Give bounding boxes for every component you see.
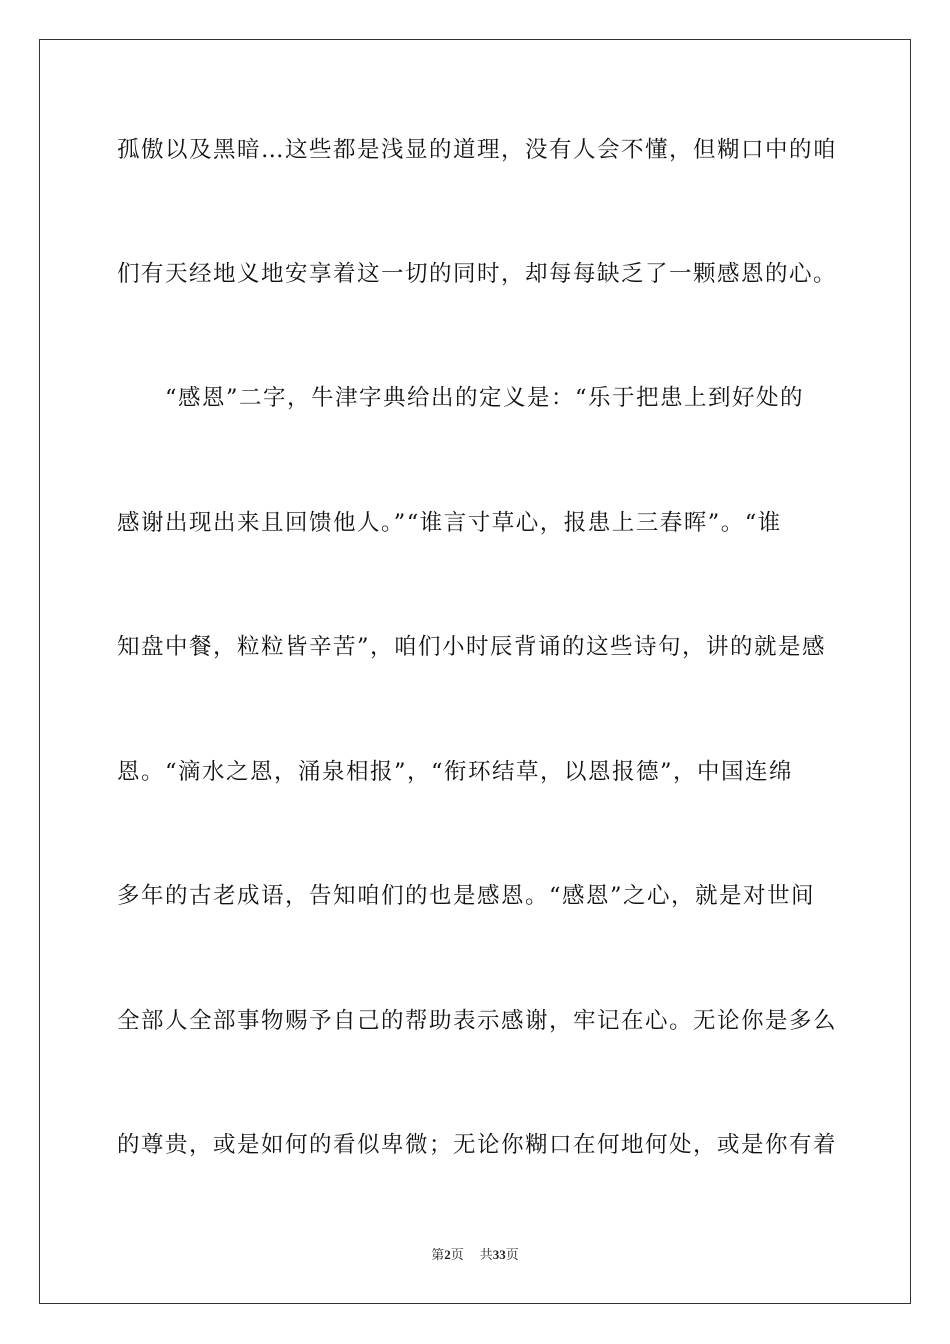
total-prefix: 共 bbox=[479, 1248, 493, 1263]
paragraph-line: 们有天经地义地安享着这一切的同时，却每每缺乏了一颗感恩的心。 bbox=[117, 261, 838, 287]
page-border bbox=[39, 39, 911, 1304]
paragraph-line: 的尊贵，或是如何的看似卑微；无论你糊口在何地何处，或是你有着 bbox=[117, 1132, 838, 1158]
page-prefix: 第 bbox=[431, 1248, 445, 1263]
page-number: 2 bbox=[444, 1247, 451, 1262]
paragraph-line: 知盘中餐，粒粒皆辛苦”，咱们小时辰背诵的这些诗句，讲的就是感 bbox=[117, 634, 827, 660]
total-suffix: 页 bbox=[505, 1248, 519, 1263]
paragraph-line: 孤傲以及黑暗…这些都是浅显的道理，没有人会不懂，但糊口中的咱 bbox=[117, 137, 838, 163]
paragraph-line: 多年的古老成语，告知咱们的也是感恩。“感恩”之心，就是对世间 bbox=[117, 883, 816, 909]
paragraph-line: 全部人全部事物赐予自己的帮助表示感谢，牢记在心。无论你是多么 bbox=[117, 1008, 838, 1034]
paragraph-line: 恩。“滴水之恩，涌泉相报”，“衔环结草，以恩报德”，中国连绵 bbox=[117, 759, 794, 785]
paragraph-line: “感恩”二字，牛津字典给出的定义是：“乐于把患上到好处的 bbox=[165, 385, 805, 411]
page-suffix: 页 bbox=[450, 1248, 464, 1263]
paragraph-line: 感谢出现出来且回馈他人。”“谁言寸草心，报患上三春晖”。“谁 bbox=[117, 510, 782, 536]
total-pages: 33 bbox=[492, 1247, 506, 1262]
page-footer bbox=[0, 1246, 950, 1265]
